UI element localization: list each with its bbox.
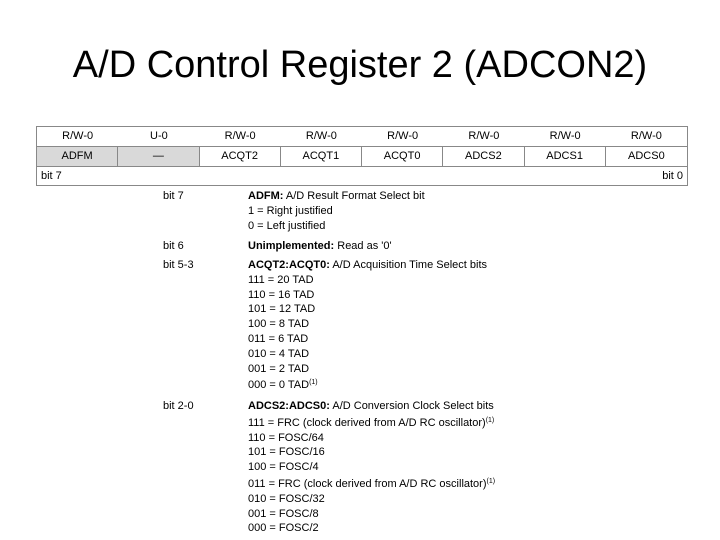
access-cell: R/W-0 — [549, 130, 581, 142]
field-option: 1 = Right justified — [248, 204, 333, 217]
field-option: 100 = 8 TAD — [248, 318, 310, 331]
field-option: 011 = FRC (clock derived from A/D RC oscillator) — [248, 477, 487, 490]
footnote-ref: (1) — [309, 379, 318, 387]
bit-name-cell: ADCS2 — [443, 147, 524, 166]
name-row — [37, 147, 687, 167]
bit-name-cell: ACQT2 — [200, 147, 281, 166]
field-bit-label: bit 5-3 — [163, 259, 194, 271]
bit-low-label: bit 0 — [662, 170, 683, 182]
field-option: 111 = 20 TAD — [248, 273, 314, 286]
access-row — [37, 127, 687, 147]
bit-name-cell: ADCS1 — [525, 147, 606, 166]
bit-name-cell: ADCS0 — [628, 150, 665, 162]
slide-title: A/D Control Register 2 (ADCON2) — [72, 44, 648, 86]
field-desc: A/D Conversion Clock Select bits — [329, 400, 494, 412]
bit-name-cell: — — [118, 147, 199, 166]
field-desc: A/D Acquisition Time Select bits — [329, 259, 488, 271]
field-unimplemented — [248, 239, 392, 254]
footnote-ref: (1) — [485, 416, 495, 424]
field-option: 011 = 6 TAD — [248, 332, 309, 345]
field-acqt — [248, 258, 487, 393]
field-bit-label: bit 2-0 — [163, 400, 194, 412]
bit-name-cell: ADFM — [37, 147, 118, 166]
bit-index-row — [37, 167, 687, 186]
access-cell: R/W-0 — [387, 130, 419, 142]
field-name: ADFM: — [248, 190, 284, 202]
field-bit-label: bit 6 — [163, 240, 184, 252]
bit-name-cell: ACQT1 — [281, 147, 362, 166]
access-cell: R/W-0 — [224, 130, 256, 142]
field-option: 0 = Left justified — [248, 219, 326, 232]
access-cell: R/W-0 — [630, 130, 662, 142]
field-option: 101 = 12 TAD — [248, 303, 316, 316]
bit-name-cell: ACQT0 — [362, 147, 443, 166]
field-option: 001 = 2 TAD — [248, 362, 310, 375]
field-option: 100 = FOSC/4 — [248, 461, 319, 474]
field-adcs — [248, 399, 495, 536]
field-option: 010 = 4 TAD — [248, 347, 310, 360]
field-name: ACQT2:ACQT0: — [248, 259, 330, 271]
field-option: 000 = 0 TAD — [248, 379, 310, 392]
access-cell: R/W-0 — [468, 130, 500, 142]
field-desc: A/D Result Format Select bit — [283, 190, 425, 202]
field-option: 001 = FOSC/8 — [248, 507, 319, 520]
field-option: 111 = FRC (clock derived from A/D RC oscillator) — [248, 416, 486, 429]
access-cell: R/W-0 — [305, 130, 337, 142]
register-table — [36, 126, 688, 186]
access-cell: R/W-0 — [62, 130, 94, 142]
field-option: 010 = FOSC/32 — [248, 492, 325, 505]
field-option: 101 = FOSC/16 — [248, 446, 325, 459]
field-bit-label: bit 7 — [163, 190, 184, 202]
bit-high-label: bit 7 — [41, 170, 62, 182]
field-option: 110 = FOSC/64 — [248, 431, 324, 444]
footnote-ref: (1) — [486, 477, 496, 485]
field-option: 110 = 16 TAD — [248, 288, 315, 301]
access-cell: U-0 — [150, 130, 168, 142]
field-name: Unimplemented: — [248, 240, 335, 252]
field-option: 000 = FOSC/2 — [248, 522, 319, 535]
field-desc: Read as '0' — [334, 240, 392, 252]
field-adfm — [248, 189, 425, 233]
field-name: ADCS2:ADCS0: — [248, 400, 330, 412]
